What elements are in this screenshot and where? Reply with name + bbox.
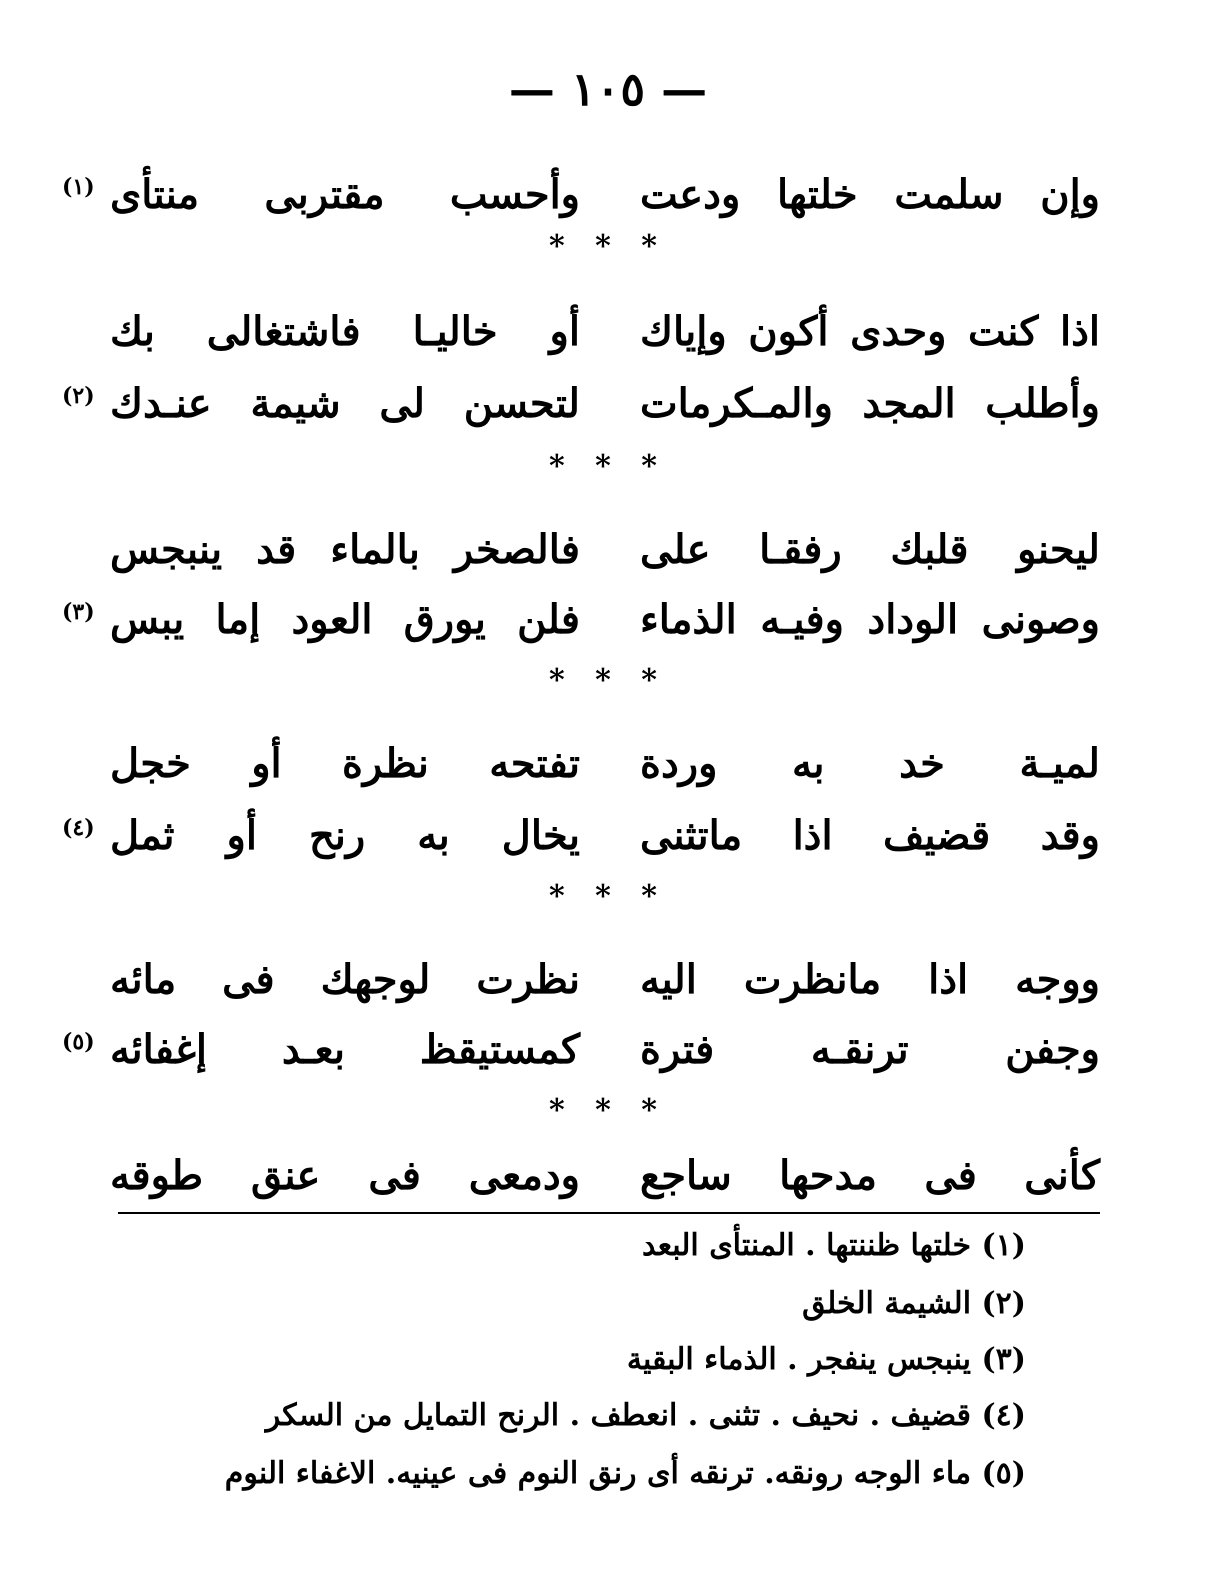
verse-first-hemistich: اذا كنت وحدى أكون وإياك	[640, 308, 1100, 355]
section-separator: * * *	[549, 663, 667, 698]
footnote-reference: (٥)	[62, 1029, 95, 1055]
verse-line	[62, 806, 1100, 866]
verse-second-hemistich: ودمعى فى عنق طوقه	[110, 1152, 580, 1199]
footnote-divider	[118, 1212, 1100, 1214]
verse-line	[110, 302, 1100, 362]
verse-line	[62, 590, 1100, 650]
verse-second-hemistich: نظرت لوجهك فى مائه	[110, 956, 580, 1003]
section-separator: * * *	[549, 1093, 667, 1128]
verse-first-hemistich: وقد قضيف اذا ماتثنى	[640, 812, 1100, 859]
verse-second-hemistich: وأحسب مقتربى منتأى	[110, 171, 580, 218]
footnote: (١) خلتها ظننتها . المنتأى البعد	[642, 1228, 1026, 1263]
verse-second-hemistich: كمستيقظ بعـد إغفائه	[110, 1026, 580, 1073]
verse-second-hemistich: أو خاليـا فاشتغالى بك	[110, 308, 580, 355]
footnote-reference: (٣)	[62, 599, 95, 625]
verse-second-hemistich: لتحسن لى شيمة عنـدك	[110, 380, 580, 427]
section-separator: * * *	[549, 449, 667, 484]
verse-second-hemistich: فلن يورق العود إما يبس	[110, 596, 580, 643]
verse-line	[110, 1146, 1100, 1206]
verse-line	[110, 734, 1100, 794]
section-separator: * * *	[549, 879, 667, 914]
verse-line	[110, 520, 1100, 580]
verse-second-hemistich: تفتحه نظرة أو خجل	[110, 740, 580, 787]
verse-first-hemistich: كأنى فى مدحها ساجع	[640, 1152, 1100, 1199]
verse-first-hemistich: وجفن ترنقـه فترة	[640, 1026, 1100, 1073]
footnote: (٥) ماء الوجه رونقه. ترنقه أى رنق النوم فى عينيه. الاغفاء النوم	[224, 1456, 1026, 1491]
verse-first-hemistich: ليحنو قلبك رفقـا على	[640, 526, 1100, 573]
footnote: (٣) ينبجس ينفجر . الذماء البقية	[626, 1342, 1026, 1377]
footnote: (٤) قضيف . نحيف . تثنى . انعطف . الرنح التمايل من السكر	[265, 1398, 1026, 1433]
verse-line	[62, 374, 1100, 434]
footnote-reference: (١)	[62, 174, 95, 200]
verse-first-hemistich: ووجه اذا مانظرت اليه	[640, 956, 1100, 1003]
section-separator: * * *	[549, 229, 667, 264]
verse-second-hemistich: فالصخر بالماء قد ينبجس	[110, 526, 580, 573]
footnote-reference: (٤)	[62, 815, 95, 841]
verse-line	[110, 950, 1100, 1010]
footnote: (٢) الشيمة الخلق	[802, 1286, 1026, 1321]
verse-first-hemistich: وصونى الوداد وفيـه الذماء	[640, 596, 1100, 643]
verse-first-hemistich: لميـة خد به وردة	[640, 740, 1100, 787]
verse-first-hemistich: وأطلب المجد والمـكرمات	[640, 380, 1100, 427]
page-number: — ١٠٥ —	[508, 62, 708, 116]
verse-line	[62, 1020, 1100, 1080]
footnote-reference: (٢)	[62, 383, 95, 409]
verse-first-hemistich: وإن سلمت خلتها ودعت	[640, 171, 1100, 218]
verse-second-hemistich: يخال به رنح أو ثمل	[110, 812, 580, 859]
verse-line	[62, 165, 1100, 225]
